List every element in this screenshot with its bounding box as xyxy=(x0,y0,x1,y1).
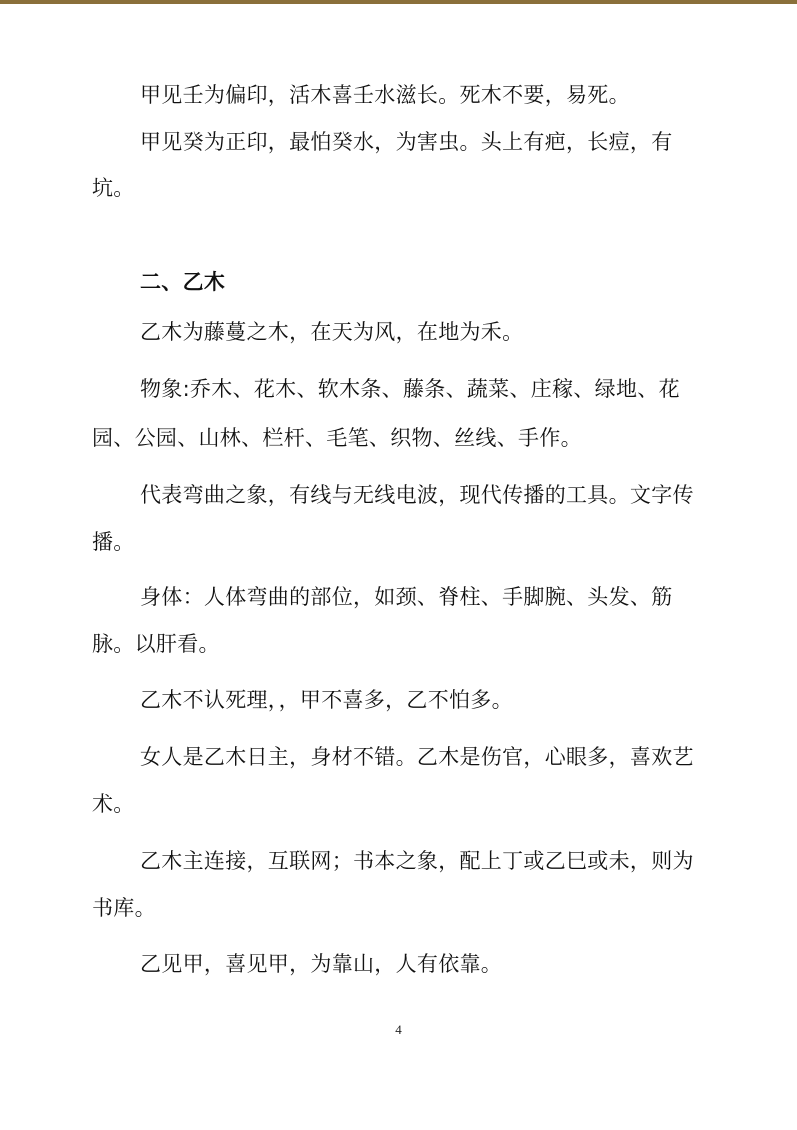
page-number: 4 xyxy=(395,1022,402,1037)
paragraph-line: 书库。 xyxy=(92,896,156,920)
paragraph-line: 脉。以肝看。 xyxy=(92,632,220,656)
paragraph-line: 乙木为藤蔓之木，在天为风，在地为禾。 xyxy=(140,320,524,344)
paragraph-line: 术。 xyxy=(92,792,135,816)
paragraph-line: 乙木不认死理，，甲不喜多，乙不怕多。 xyxy=(140,688,513,712)
paragraph-line: 乙木主连接，互联网；书本之象，配上丁或乙巳或未，则为 xyxy=(140,849,694,873)
paragraph-line: 乙见甲，喜见甲，为靠山，人有依靠。 xyxy=(140,952,503,976)
paragraph-line: 代表弯曲之象，有线与无线电波，现代传播的工具。文字传 xyxy=(140,483,694,507)
section-heading: 二、乙木 xyxy=(140,270,226,294)
paragraph-line: 园、公园、山林、栏杆、毛笔、织物、丝线、手作。 xyxy=(92,426,582,450)
paragraph-line: 甲见癸为正印，最怕癸水，为害虫。头上有疤，长痘，有 xyxy=(140,130,673,154)
paragraph-line: 身体：人体弯曲的部位，如颈、脊柱、手脚腕、头发、筋 xyxy=(140,585,673,609)
paragraph-line: 女人是乙木日主，身材不错。乙木是伤官，心眼多，喜欢艺 xyxy=(140,745,694,769)
paragraph-line: 播。 xyxy=(92,530,135,554)
paragraph-line: 坑。 xyxy=(92,176,135,200)
paragraph-line: 甲见壬为偏印，活木喜壬水滋长。死木不要，易死。 xyxy=(140,83,630,107)
paragraph-line: 物象:乔木、花木、软木条、藤条、蔬菜、庄稼、绿地、花 xyxy=(140,377,680,401)
